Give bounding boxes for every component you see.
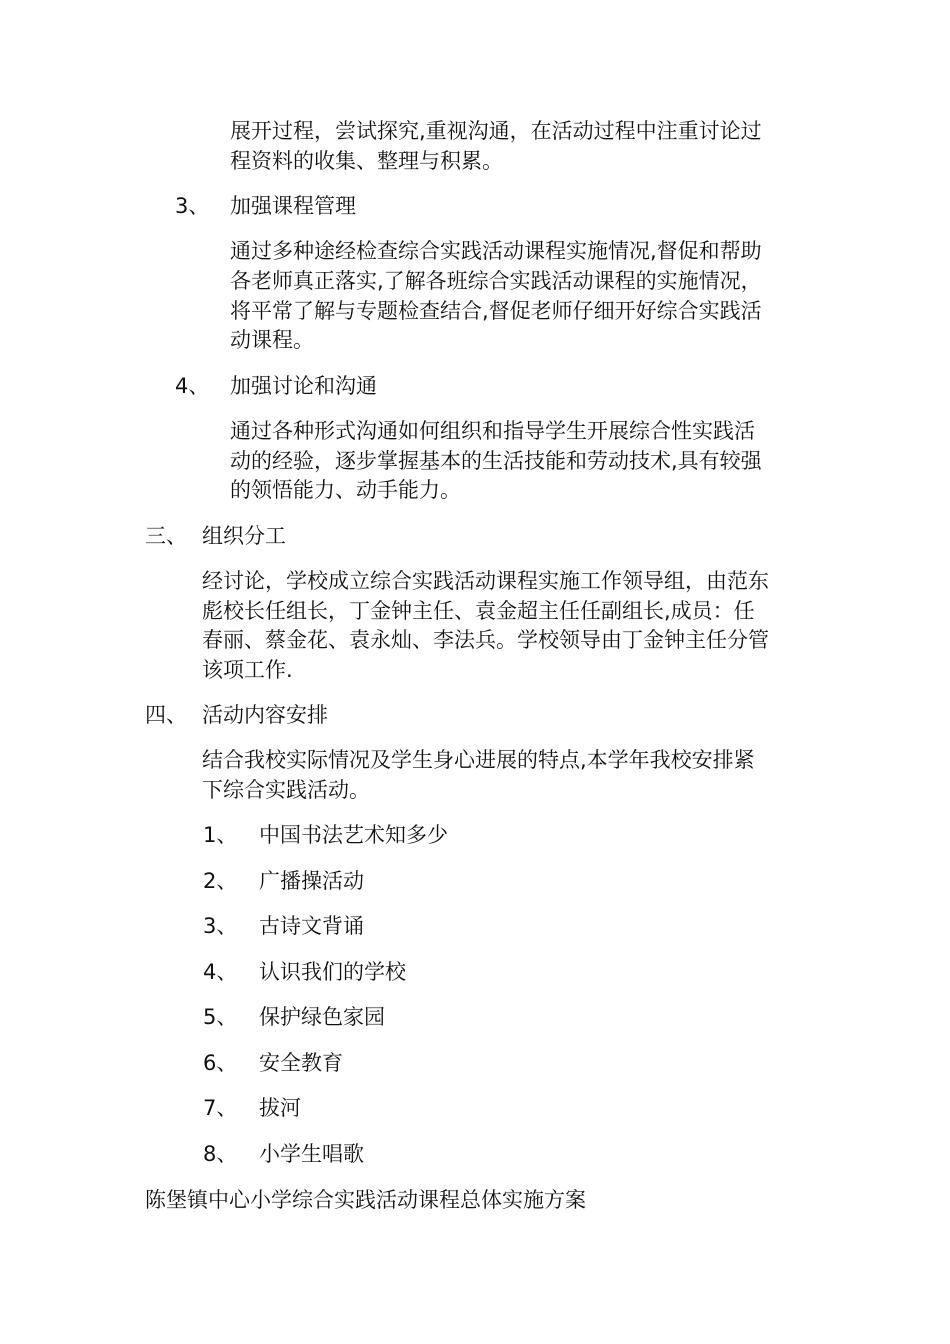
- section-number: 四、: [145, 703, 187, 727]
- paragraph-line: 将平常了解与专题检查结合,督促老师仔细开好综合实践活: [230, 299, 762, 323]
- paragraph-line: 下综合实践活动。: [202, 778, 370, 802]
- paragraph-line: 各老师真正落实,了解各班综合实践活动课程的实施情况，: [230, 269, 762, 293]
- activity-number: 3、: [203, 914, 238, 938]
- paragraph-line: 通过各种形式沟通如何组织和指导学生开展综合性实践活: [230, 419, 755, 443]
- list-heading: 加强课程管理: [230, 194, 356, 218]
- activity-number: 7、: [203, 1096, 238, 1120]
- paragraph-line: 春丽、蔡金花、袁永灿、李法兵。学校领导由丁金钟主任分管: [202, 628, 769, 652]
- activity-number: 6、: [203, 1051, 238, 1075]
- paragraph-line: 动课程。: [230, 328, 314, 352]
- section-number: 三、: [145, 524, 187, 548]
- activity-number: 1、: [203, 823, 238, 847]
- activity-number: 2、: [203, 869, 238, 893]
- activity-item: 小学生唱歌: [259, 1142, 364, 1166]
- paragraph-line: 彪校长任组长，丁金钟主任、袁金超主任任副组长,成员：任: [202, 599, 755, 623]
- activity-item: 认识我们的学校: [259, 960, 406, 984]
- activity-number: 5、: [203, 1005, 238, 1029]
- list-number: 3、: [175, 194, 210, 218]
- section-heading: 组织分工: [202, 524, 286, 548]
- paragraph-line: 通过多种途经检查综合实践活动课程实施情况,督促和帮助: [230, 239, 762, 263]
- paragraph-line: 程资料的收集、整理与积累。: [230, 149, 503, 173]
- activity-number: 8、: [203, 1142, 238, 1166]
- activity-item: 古诗文背诵: [259, 914, 364, 938]
- activity-item: 中国书法艺术知多少: [259, 823, 448, 847]
- section-heading: 活动内容安排: [202, 703, 328, 727]
- paragraph-line: 展开过程，尝试探究,重视沟通，在活动过程中注重讨论过: [230, 119, 762, 143]
- activity-item: 广播操活动: [259, 869, 364, 893]
- list-number: 4、: [175, 374, 210, 398]
- activity-item: 保护绿色家园: [259, 1005, 385, 1029]
- paragraph-line: 该项工作.: [202, 658, 293, 682]
- activity-number: 4、: [203, 960, 238, 984]
- paragraph-line: 结合我校实际情况及学生身心进展的特点,本学年我校安排紧: [202, 748, 755, 772]
- document-title: 陈堡镇中心小学综合实践活动课程总体实施方案: [145, 1188, 586, 1212]
- activity-item: 拔河: [259, 1096, 301, 1120]
- activity-item: 安全教育: [259, 1051, 343, 1075]
- paragraph-line: 经讨论，学校成立综合实践活动课程实施工作领导组，由范东: [202, 569, 769, 593]
- paragraph-line: 动的经验，逐步掌握基本的生活技能和劳动技术,具有较强: [230, 449, 762, 473]
- list-heading: 加强讨论和沟通: [230, 374, 377, 398]
- paragraph-line: 的领悟能力、动手能力。: [230, 478, 461, 502]
